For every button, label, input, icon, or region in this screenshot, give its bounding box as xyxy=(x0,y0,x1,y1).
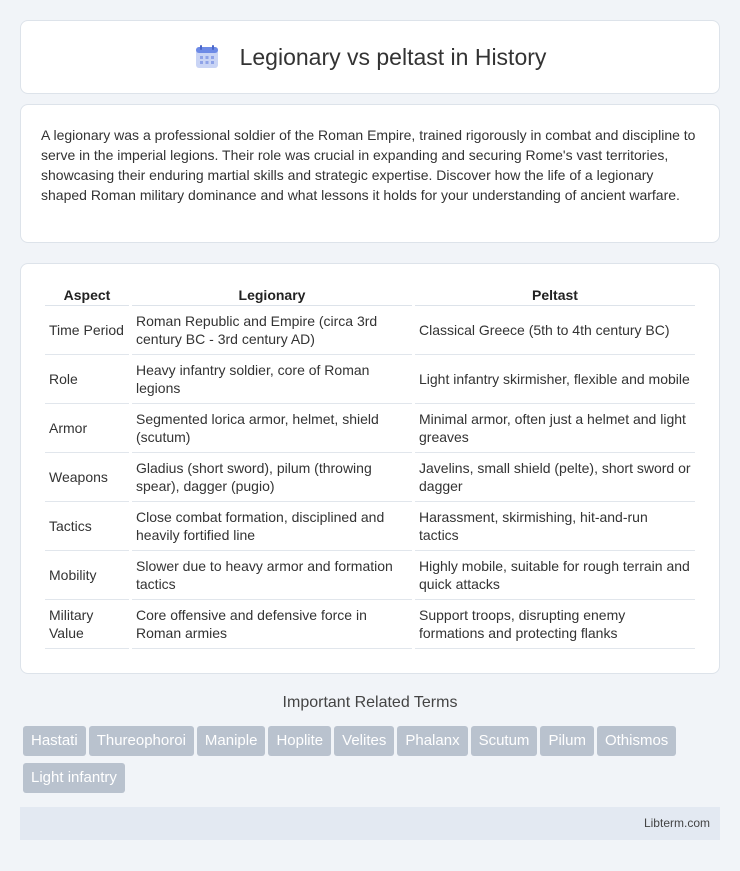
footer-link[interactable]: Libterm.com xyxy=(643,816,710,830)
row-aspect: Armor xyxy=(45,404,129,453)
table-row xyxy=(45,404,695,453)
row-peltast: Harassment, skirmishing, hit-and-run tactics xyxy=(415,502,695,551)
row-aspect: Time Period xyxy=(45,306,129,355)
row-legionary: Segmented lorica armor, helmet, shield (scutum) xyxy=(132,404,412,453)
intro-text: A legionary was a professional soldier of the Roman Empire, trained rigorously in combat and discipline to serve in the imperial legions. Their role was crucial in expanding and securing Rome's vast territories, showcasing their enduring martial skills and strategic expertise. Discover how the life of a legionary shaped Roman military dominance and what lessons it holds for your understanding of ancient warfare. xyxy=(41,127,696,203)
row-aspect: Tactics xyxy=(45,502,129,551)
header-card xyxy=(20,20,720,94)
row-legionary: Roman Republic and Empire (circa 3rd century BC - 3rd century AD) xyxy=(132,306,412,355)
row-aspect: Weapons xyxy=(45,453,129,502)
related-terms-title: Important Related Terms xyxy=(282,694,458,711)
tag-pilum[interactable]: Pilum xyxy=(540,726,594,756)
tag-thureophoroi[interactable]: Thureophoroi xyxy=(89,726,194,756)
row-peltast: Light infantry skirmisher, flexible and mobile xyxy=(415,355,695,404)
row-peltast: Classical Greece (5th to 4th century BC) xyxy=(415,306,695,355)
header-aspect: Aspect xyxy=(45,284,129,306)
row-peltast: Javelins, small shield (pelte), short sword or dagger xyxy=(415,453,695,502)
row-peltast: Minimal armor, often just a helmet and light greaves xyxy=(415,404,695,453)
row-aspect: Role xyxy=(45,355,129,404)
table-header-row xyxy=(45,284,695,306)
tag-hoplite[interactable]: Hoplite xyxy=(268,726,331,756)
tag-maniple[interactable]: Maniple xyxy=(197,726,266,756)
header-peltast: Peltast xyxy=(415,284,695,306)
comparison-card xyxy=(20,263,720,674)
row-legionary: Core offensive and defensive force in Roman armies xyxy=(132,600,412,649)
calendar-icon xyxy=(194,44,220,70)
tag-hastati[interactable]: Hastati xyxy=(23,726,86,756)
row-aspect: Military Value xyxy=(45,600,129,649)
page-title: Legionary vs peltast in History xyxy=(239,43,547,70)
table-row xyxy=(45,551,695,600)
table-row xyxy=(45,453,695,502)
tag-othismos[interactable]: Othismos xyxy=(597,726,676,756)
table-row xyxy=(45,600,695,649)
row-legionary: Heavy infantry soldier, core of Roman legions xyxy=(132,355,412,404)
row-peltast: Highly mobile, suitable for rough terrain and quick attacks xyxy=(415,551,695,600)
row-legionary: Close combat formation, disciplined and heavily fortified line xyxy=(132,502,412,551)
row-legionary: Slower due to heavy armor and formation tactics xyxy=(132,551,412,600)
tag-velites[interactable]: Velites xyxy=(334,726,394,756)
comparison-table xyxy=(42,284,698,649)
table-row xyxy=(45,502,695,551)
tag-scutum[interactable]: Scutum xyxy=(471,726,538,756)
row-legionary: Gladius (short sword), pilum (throwing spear), dagger (pugio) xyxy=(132,453,412,502)
tag-phalanx[interactable]: Phalanx xyxy=(397,726,467,756)
footer xyxy=(20,807,720,840)
table-row xyxy=(45,306,695,355)
header-legionary: Legionary xyxy=(132,284,412,306)
row-aspect: Mobility xyxy=(45,551,129,600)
row-peltast: Support troops, disrupting enemy formations and protecting flanks xyxy=(415,600,695,649)
intro-card xyxy=(20,104,720,243)
related-tags xyxy=(23,726,723,800)
table-row xyxy=(45,355,695,404)
tag-light-infantry[interactable]: Light infantry xyxy=(23,763,125,793)
